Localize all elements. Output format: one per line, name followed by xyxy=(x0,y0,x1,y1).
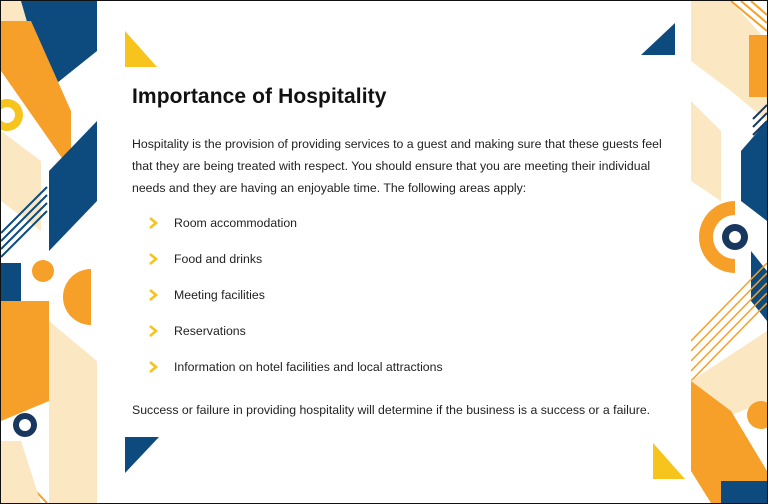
yellow-triangle-top-left xyxy=(125,31,157,67)
navy-triangle-top-right xyxy=(641,23,675,55)
navy-triangle-bottom-left xyxy=(125,437,159,473)
yellow-triangle-bottom-right xyxy=(653,443,685,479)
chevron-right-icon xyxy=(147,216,161,230)
chevron-right-icon xyxy=(147,360,161,374)
list-item xyxy=(147,277,443,313)
slide-title: Importance of Hospitality xyxy=(132,85,387,108)
right-geometric-decoration xyxy=(691,1,767,503)
chevron-right-icon xyxy=(147,252,161,266)
list-item-label: Meeting facilities xyxy=(174,288,265,302)
chevron-right-icon xyxy=(147,324,161,338)
left-geometric-decoration xyxy=(1,1,97,503)
intro-paragraph: Hospitality is the provision of providing services to a guest and making sure that these guests feel that they are being treated with respect. You should ensure that you are meeting their individual needs and they are having an enjoyable time. The following areas apply: xyxy=(132,137,662,195)
chevron-right-icon xyxy=(147,288,161,302)
list-item xyxy=(147,205,443,241)
list-item xyxy=(147,313,443,349)
list-item-label: Information on hotel facilities and local attractions xyxy=(174,360,443,374)
closing-paragraph: Success or failure in providing hospitality will determine if the business is a success or a failure. xyxy=(132,403,651,417)
list-item-label: Room accommodation xyxy=(174,216,298,230)
bullet-list xyxy=(147,205,443,385)
list-item xyxy=(147,241,443,277)
list-item-label: Food and drinks xyxy=(174,252,263,266)
list-item-label: Reservations xyxy=(174,324,246,338)
list-item xyxy=(147,349,443,385)
